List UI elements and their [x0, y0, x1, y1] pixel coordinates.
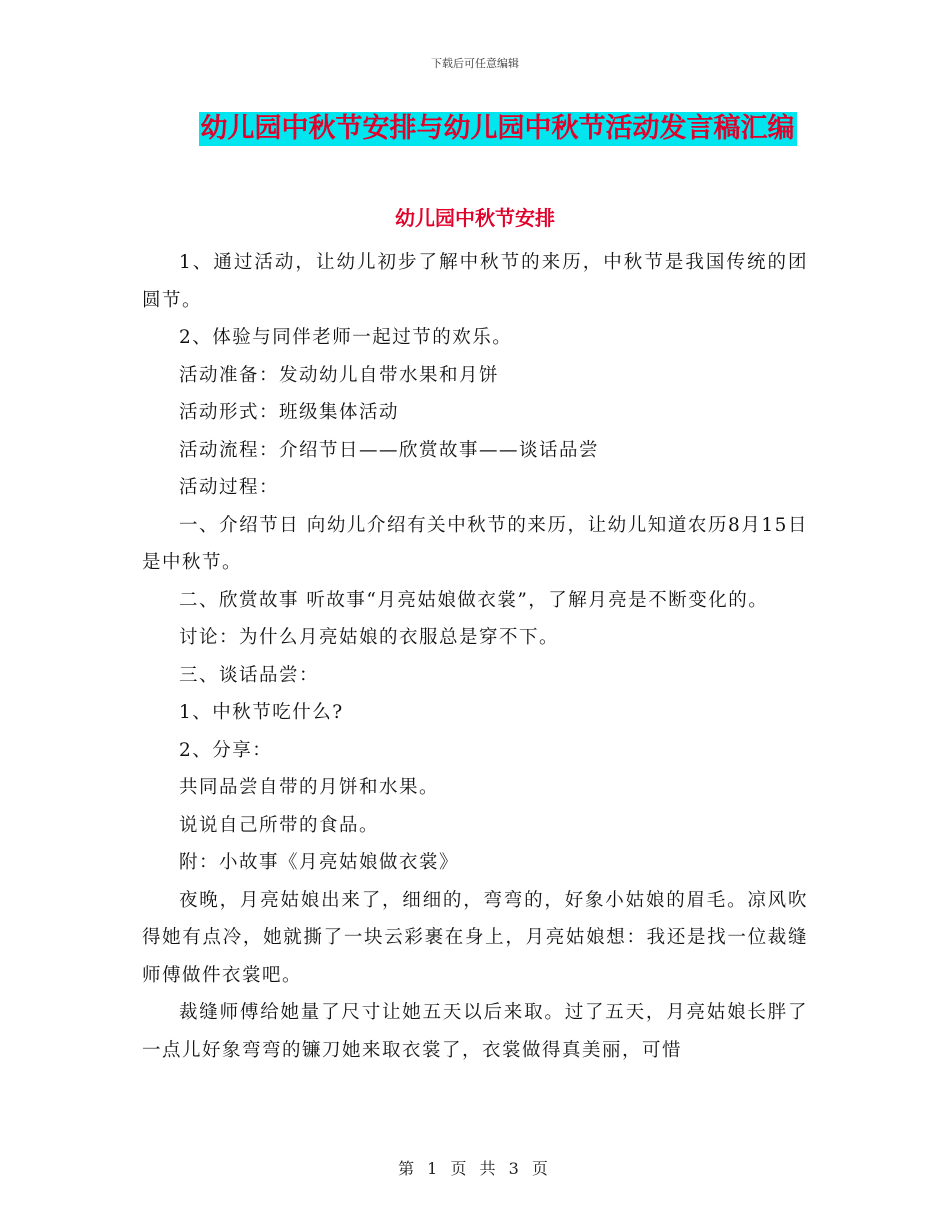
paragraph: 1、中秋节吃什么?	[179, 702, 344, 723]
paragraph: 一、介绍节日 向幼儿介绍有关中秋节的来历，让幼儿知道农历8月15日是中秋节。	[142, 514, 808, 573]
section-title: 幼儿园中秋节安排	[395, 206, 555, 230]
document-title-wrapper	[0, 112, 950, 146]
paragraph: 三、谈话品尝：	[179, 664, 320, 686]
paragraph: 夜晚，月亮姑娘出来了，细细的，弯弯的，好象小姑娘的眉毛。凉风吹得她有点冷，她就撕了一块云彩裹在身上，月亮姑娘想：我还是找一位裁缝师傅做件衣裳吧。	[142, 889, 808, 986]
paragraph: 活动流程：介绍节日——欣赏故事——谈话品尝	[179, 439, 600, 461]
document-body	[142, 244, 808, 1069]
paragraph: 共同品尝自带的月饼和水果。	[179, 777, 440, 798]
paragraph: 2、分享：	[179, 739, 273, 761]
paragraph: 活动过程：	[179, 477, 280, 498]
paragraph: 2、体验与同伴老师一起过节的欢乐。	[179, 327, 513, 348]
document-title: 幼儿园中秋节安排与幼儿园中秋节活动发言稿汇编	[200, 113, 795, 144]
paragraph: 裁缝师傅给她量了尺寸让她五天以后来取。过了五天，月亮姑娘长胖了一点儿好象弯弯的镰刀她来取衣裳了，衣裳做得真美丽，可惜	[142, 1002, 808, 1061]
paragraph: 附：小故事《月亮姑娘做衣裳》	[179, 852, 460, 873]
page-number-footer: 第 1 页 共 3 页	[398, 1159, 552, 1178]
paragraph: 1、通过活动，让幼儿初步了解中秋节的来历，中秋节是我国传统的团圆节。	[142, 252, 808, 311]
header-note: 下载后可任意编辑	[431, 57, 519, 70]
paragraph: 说说自己所带的食品。	[179, 814, 380, 836]
paragraph: 讨论：为什么月亮姑娘的衣服总是穿不下。	[179, 627, 560, 648]
paragraph: 活动准备：发动幼儿自带水果和月饼	[179, 364, 500, 386]
paragraph: 活动形式：班级集体活动	[179, 402, 400, 423]
paragraph: 二、欣赏故事 听故事“月亮姑娘做衣裳”，了解月亮是不断变化的。	[179, 589, 769, 611]
